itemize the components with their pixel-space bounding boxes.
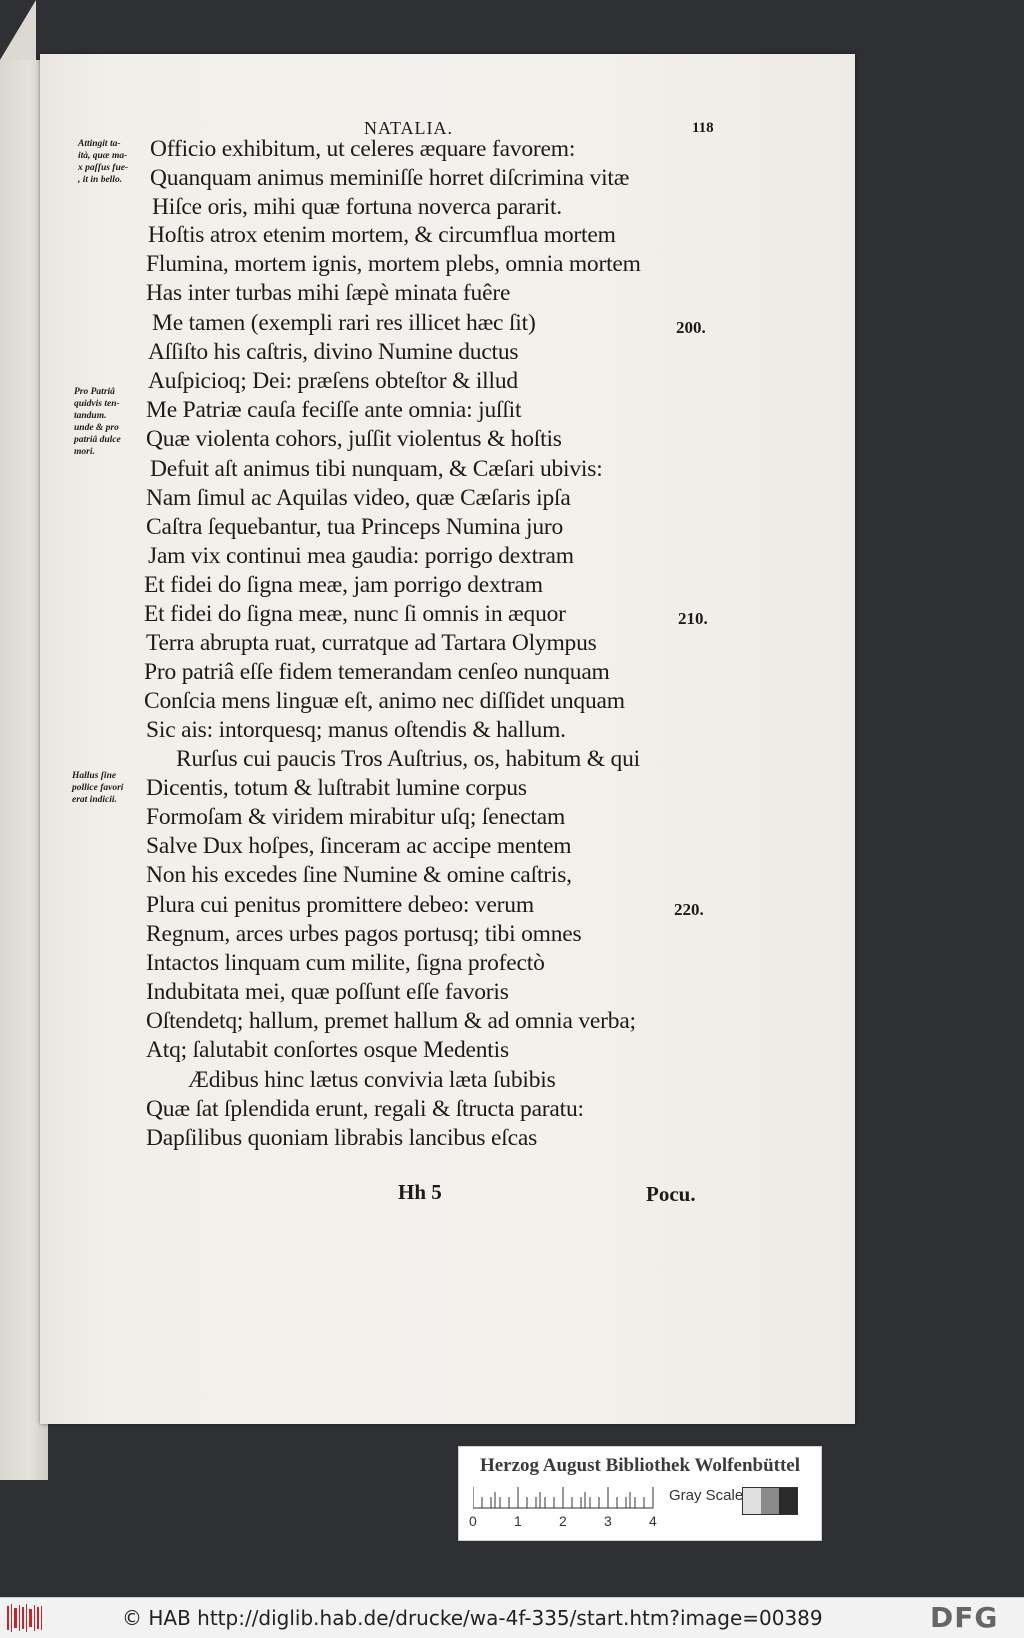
poem-line: Me tamen (exempli rari res illicet hæc ſit) (152, 310, 536, 336)
poem-line: Caſtra ſequebantur, tua Princeps Numina juro (146, 514, 564, 540)
poem-line: Pro patriâ eſſe fidem temerandam cenſeo nunquam (144, 659, 610, 685)
poem-line: Formoſam & viridem mirabitur uſq; ſenectam (146, 804, 566, 830)
gray-scale-patches (742, 1487, 798, 1515)
poem-line: Nam ſimul ac Aquilas video, quæ Cæſaris ipſa (146, 485, 571, 511)
scale-number: 4 (649, 1513, 657, 1529)
poem-line: Non his excedes ſine Numine & omine caſtris, (146, 862, 572, 888)
scale-numbers (469, 1513, 669, 1533)
marginal-note-1: Attingit ta- ità, quæ ma- x paſſus fue- , it in bello. (78, 139, 129, 185)
poem-line: Et fidei do ſigna meæ, jam porrigo dextram (144, 572, 543, 598)
poem-line: Quanquam animus meminiſſe horret diſcrimina vitæ (150, 165, 630, 191)
scale-number: 0 (469, 1513, 477, 1529)
page-number: 118 (692, 120, 714, 136)
poem-line: Hiſce oris, mihi quæ fortuna noverca pararit. (152, 194, 562, 220)
poem-line: Quæ ſat ſplendida erunt, regali & ſtructa paratu: (146, 1096, 584, 1122)
poem-line: Regnum, arces urbes pagos portusq; tibi omnes (146, 921, 582, 947)
poem-line: Plura cui penitus promittere debeo: verum (146, 892, 534, 918)
poem-line: Has inter turbas mihi ſæpè minata fuêre (146, 280, 511, 306)
poem-line: Conſcia mens linguæ eſt, animo nec diſſidet unquam (144, 688, 625, 714)
poem-line: Atq; ſalutabit conſortes osque Medentis (146, 1037, 509, 1063)
gray-patch-light (743, 1488, 761, 1514)
poem-line: Ædibus hinc lætus convivia læta ſubibis (188, 1067, 556, 1093)
line-number: 220. (674, 900, 704, 919)
dfg-logo: DFG (930, 1601, 999, 1634)
poem-line: Officio exhibitum, ut celeres æquare favorem: (150, 136, 576, 162)
scale-number: 3 (604, 1513, 612, 1529)
color-reference-card (458, 1446, 822, 1541)
gray-patch-dark (779, 1488, 797, 1514)
poem-line: Oſtendetq; hallum, premet hallum & ad omnia verba; (146, 1008, 636, 1034)
line-number: 210. (678, 609, 708, 628)
poem-line: Terra abrupta ruat, curratque ad Tartara Olympus (146, 630, 597, 656)
poem-line: Indubitata mei, quæ poſſunt eſſe favoris (146, 979, 509, 1005)
line-number: 200. (676, 318, 706, 337)
poem-line: Rurſus cui paucis Tros Auſtrius, os, habitum & qui (176, 746, 640, 772)
marginal-note-2: Pro Patriâ quidvis ten- tandum. unde & pro patriâ dulce mori. (74, 387, 121, 457)
poem-line: Salve Dux hoſpes, ſinceram ac accipe mentem (146, 833, 572, 859)
footer-bar (0, 1597, 1024, 1638)
scale-number: 2 (559, 1513, 567, 1529)
poem-line: Jam vix continui mea gaudia: porrigo dextram (148, 543, 574, 569)
poem-line: Quæ violenta cohors, juſſit violentus & hoſtis (146, 426, 562, 452)
poem-line: Flumina, mortem ignis, mortem plebs, omnia mortem (146, 251, 641, 277)
gray-patch-mid (761, 1488, 779, 1514)
marginal-note-3: Hallus ſine pollice favori erat indicii. (72, 771, 124, 805)
card-title: Herzog August Bibliothek Wolfenbüttel (479, 1455, 801, 1476)
poem-line: Et fidei do ſigna meæ, nunc ſi omnis in æquor (144, 601, 566, 627)
poem-line: Sic ais: intorquesq; manus oſtendis & hallum. (146, 717, 566, 743)
poem-line: Intactos linquam cum milite, ſigna profectò (146, 950, 545, 976)
poem-line: Dicentis, totum & luſtrabit lumine corpus (146, 775, 527, 801)
poem-line: Aſſiſto his caſtris, divino Numine ductus (148, 339, 519, 365)
poem-line: Hoſtis atrox etenim mortem, & circumflua mortem (148, 222, 616, 248)
footer-link[interactable]: © HAB http://diglib.hab.de/drucke/wa-4f-335/start.htm?image=00389 (122, 1606, 823, 1630)
hab-barcode-icon[interactable] (6, 1602, 46, 1634)
scale-number: 1 (514, 1513, 522, 1529)
poem-line: Me Patriæ cauſa feciſſe ante omnia: juſſit (146, 397, 522, 423)
poem-line: Dapſilibus quoniam librabis lancibus eſcas (146, 1125, 538, 1151)
book-page (40, 54, 855, 1424)
poem-line: Auſpicioq; Dei: præſens obteſtor & illud (148, 368, 518, 394)
running-head: NATALIA. (364, 118, 454, 138)
poem-line: Defuit aſt animus tibi nunquam, & Cæſari ubivis: (150, 456, 603, 482)
gray-scale-label: Gray Scale (669, 1487, 744, 1504)
catchword: Pocu. (646, 1182, 696, 1206)
signature-mark: Hh 5 (398, 1180, 442, 1204)
